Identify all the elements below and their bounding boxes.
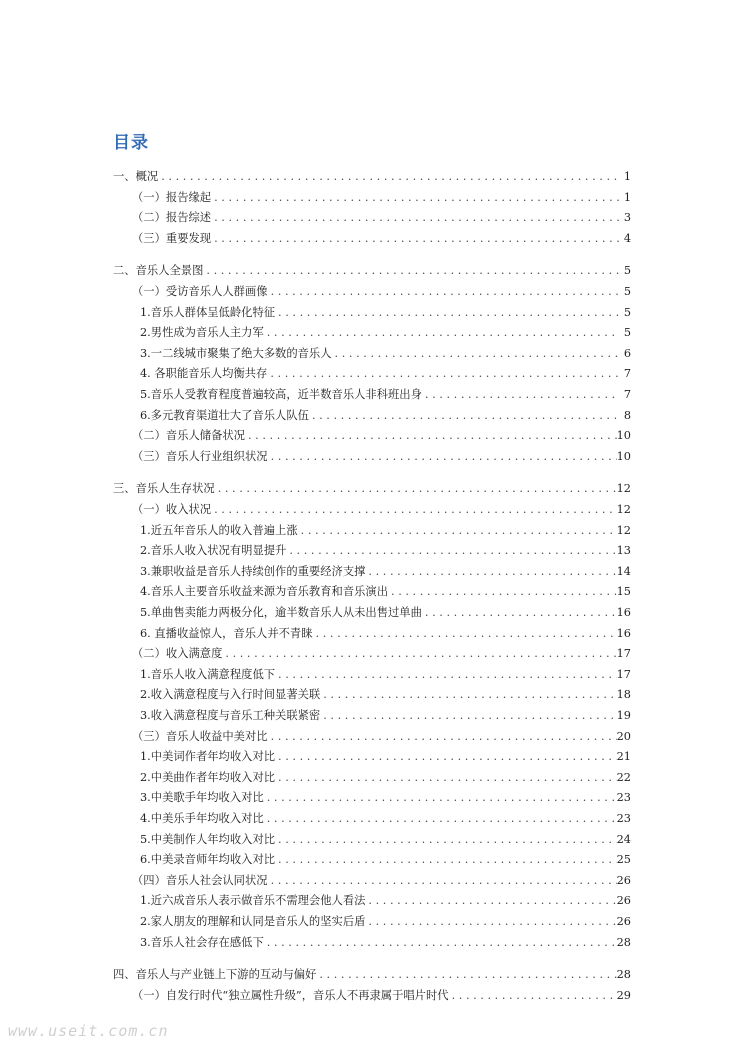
page-title: 目录 [113,133,149,153]
dot-leader [222,645,616,663]
dot-leader [211,209,619,227]
toc-page-number[interactable]: 24 [616,833,631,846]
toc-row[interactable] [140,604,631,622]
toc-page-number[interactable]: 14 [616,565,631,578]
toc-page-number[interactable]: 16 [616,627,631,640]
toc-entry[interactable] [0,831,744,849]
dot-leader [264,934,617,952]
toc-row[interactable] [132,448,631,466]
toc-page-number[interactable]: 17 [616,668,631,681]
toc-row[interactable] [140,831,631,849]
toc-entry[interactable] [0,386,744,404]
toc-entry-label[interactable]: 4.中美乐手年均收入对比 [140,812,264,825]
dot-leader [275,748,617,766]
toc-row[interactable] [140,365,631,383]
dot-leader [264,324,619,342]
toc-entry-label[interactable]: （四）音乐人社会认同状况 [132,874,268,887]
toc-entry-label[interactable]: 四、音乐人与产业链上下游的互动与偏好 [113,968,317,981]
dot-leader [422,386,619,404]
dot-leader [365,563,616,581]
toc-entry-label[interactable]: 1.近六成音乐人表示做音乐不需理会他人看法 [140,894,366,907]
toc-page-number[interactable]: 13 [616,544,631,557]
toc-entry[interactable] [0,407,744,425]
toc-entry-label[interactable]: 2.音乐人收入状况有明显提升 [140,544,287,557]
toc-row[interactable] [140,666,631,684]
dot-leader [275,304,619,322]
toc-row[interactable] [140,789,631,807]
toc-row[interactable] [132,987,631,1005]
toc-row[interactable] [140,748,631,766]
dot-leader [275,851,617,869]
toc-entry[interactable] [0,168,744,186]
dot-leader [422,604,617,622]
toc-entry-label[interactable]: （一）收入状况 [132,503,212,516]
toc-entry-label[interactable]: 3.兼职收益是音乐人持续创作的重要经济支撑 [140,565,366,578]
toc-entry-label[interactable]: 5.中美制作人年均收入对比 [140,833,276,846]
toc-row[interactable] [132,872,631,890]
toc-entry-label[interactable]: 3.中美歌手年均收入对比 [140,791,264,804]
toc-entry-label[interactable]: （二）收入满意度 [132,647,223,660]
dot-leader [365,892,616,910]
toc-row[interactable] [132,501,631,519]
watermark: www.useit.com.cn [8,1022,169,1040]
toc-page-number[interactable]: 26 [616,874,631,887]
dot-leader [365,913,616,931]
toc-page-number[interactable]: 16 [616,606,631,619]
toc-entry[interactable] [0,987,744,1005]
toc-page-number[interactable]: 7 [623,388,631,401]
toc-row[interactable] [140,707,631,725]
toc-entry[interactable] [0,563,744,581]
dot-leader [332,345,619,363]
dot-leader [268,872,617,890]
toc-page-number[interactable]: 28 [616,936,631,949]
toc-entry-label[interactable]: 1.中美词作者年均收入对比 [140,750,276,763]
toc-row[interactable] [140,851,631,869]
toc-row[interactable] [132,427,631,445]
toc-entry[interactable] [0,262,744,280]
toc-page-number[interactable]: 19 [616,709,631,722]
toc-row[interactable] [132,728,631,746]
toc-entry-label[interactable]: 2.中美曲作者年均收入对比 [140,771,276,784]
toc-page-number[interactable]: 1 [623,170,631,183]
toc-page-number[interactable]: 26 [616,894,631,907]
toc-row[interactable] [140,324,631,342]
toc-entry[interactable] [0,542,744,560]
toc-row[interactable] [132,283,631,301]
toc-entry[interactable] [0,966,744,984]
toc-row[interactable] [132,189,631,207]
toc-row[interactable] [113,168,631,186]
toc-row[interactable] [140,686,631,704]
toc-page-number[interactable]: 29 [616,989,631,1002]
toc-page-number[interactable]: 12 [616,503,631,516]
toc-entry[interactable] [0,324,744,342]
toc-page-number[interactable]: 1 [623,191,631,204]
toc-entry[interactable] [0,365,744,383]
toc-entry[interactable] [0,604,744,622]
toc-entry[interactable] [0,583,744,601]
dot-leader [275,831,617,849]
toc-entry[interactable] [0,501,744,519]
toc-page-number[interactable]: 17 [616,647,631,660]
toc-entry-label[interactable]: 3.一二线城市聚集了绝大多数的音乐人 [140,347,332,360]
toc-page-number[interactable]: 10 [616,450,631,463]
toc-page-number[interactable]: 23 [616,791,631,804]
toc-entry[interactable] [0,427,744,445]
toc-entry-label[interactable]: 二、音乐人全景图 [113,264,204,277]
toc-page-number[interactable]: 8 [623,409,631,422]
toc-row[interactable] [113,480,631,498]
toc-entry-label[interactable]: （二）报告综述 [132,211,212,224]
dot-leader [268,448,617,466]
toc-entry[interactable] [0,209,744,227]
toc-entry[interactable] [0,913,744,931]
toc-entry-label[interactable]: 1.近五年音乐人的收入普遍上涨 [140,524,298,537]
toc-entry[interactable] [0,707,744,725]
toc-entry[interactable] [0,851,744,869]
dot-leader [388,583,617,601]
toc-entry-label[interactable]: 3.收入满意程度与音乐工种关联紧密 [140,709,321,722]
dot-leader [275,769,617,787]
toc-row[interactable] [140,345,631,363]
toc-entry[interactable] [0,810,744,828]
toc-entry-label[interactable]: 3.音乐人社会存在感低下 [140,936,264,949]
toc-entry-label[interactable]: 1.音乐人收入满意程度低下 [140,668,276,681]
dot-leader [309,407,619,425]
toc-entry[interactable] [0,666,744,684]
toc-page-number[interactable]: 22 [616,771,631,784]
dot-leader [267,365,619,383]
toc-row[interactable] [140,913,631,931]
toc-entry-label[interactable]: 4. 各职能音乐人均衡共存 [140,367,268,380]
toc-row[interactable] [140,810,631,828]
toc-row[interactable] [140,407,631,425]
toc-entry[interactable] [0,480,744,498]
dot-leader [449,987,617,1005]
toc-row[interactable] [132,645,631,663]
toc-page-number[interactable]: 12 [616,482,631,495]
toc-entry[interactable] [0,189,744,207]
toc-row[interactable] [140,625,631,643]
toc-entry[interactable] [0,448,744,466]
toc-row[interactable] [140,934,631,952]
toc-entry-label[interactable]: （二）音乐人储备状况 [132,429,245,442]
toc-entry-label[interactable]: 2.男性成为音乐人主力军 [140,326,264,339]
toc-entry-label[interactable]: （三）音乐人收益中美对比 [132,730,268,743]
toc-row[interactable] [113,966,631,984]
toc-entry[interactable] [0,748,744,766]
toc-row[interactable] [132,230,631,248]
toc-entry[interactable] [0,872,744,890]
toc-row[interactable] [140,769,631,787]
dot-leader [313,625,617,643]
toc-entry-label[interactable]: （一）自发行时代“独立属性升级”，音乐人不再隶属于唱片时代 [132,989,449,1002]
toc-entry-label[interactable]: 三、音乐人生存状况 [113,482,215,495]
toc-entry[interactable] [0,283,744,301]
toc-page-number[interactable]: 10 [616,429,631,442]
dot-leader [298,522,617,540]
toc-entry-label[interactable]: 6.多元教育渠道壮大了音乐人队伍 [140,409,309,422]
toc-entry-label[interactable]: 2.家人朋友的理解和认同是音乐人的坚实后盾 [140,915,366,928]
toc-page-number[interactable]: 18 [616,688,631,701]
toc-entry-label[interactable]: （三）重要发现 [132,232,212,245]
dot-leader [268,283,619,301]
toc-page-number[interactable]: 6 [623,347,631,360]
toc-entry[interactable] [0,522,744,540]
dot-leader [215,480,617,498]
toc-entry-label[interactable]: 一、概况 [113,170,159,183]
dot-leader [320,707,616,725]
toc-page-number[interactable]: 5 [623,306,631,319]
dot-leader [268,728,617,746]
toc-entry[interactable] [0,304,744,322]
toc-row[interactable] [113,262,631,280]
toc-page-number[interactable]: 25 [616,853,631,866]
toc-page-number[interactable]: 5 [623,285,631,298]
toc-entry-label[interactable]: （三）音乐人行业组织状况 [132,450,268,463]
toc-row[interactable] [140,522,631,540]
dot-leader [286,542,616,560]
toc-entry-label[interactable]: 4.音乐人主要音乐收益来源为音乐教育和音乐演出 [140,585,389,598]
toc-page-number[interactable]: 5 [623,264,631,277]
toc-entry-label[interactable]: 6. 直播收益惊人，音乐人并不青睐 [140,627,313,640]
dot-leader [264,789,617,807]
dot-leader [275,666,617,684]
toc-page-number[interactable]: 7 [623,367,631,380]
toc-entry[interactable] [0,645,744,663]
toc-page-number[interactable]: 4 [623,232,631,245]
toc-entry[interactable] [0,789,744,807]
toc-entry[interactable] [0,230,744,248]
toc-page-number[interactable]: 5 [623,326,631,339]
dot-leader [245,427,617,445]
dot-leader [211,189,619,207]
dot-leader [203,262,619,280]
dot-leader [320,686,616,704]
toc-page-number[interactable]: 21 [616,750,631,763]
toc-row[interactable] [140,563,631,581]
toc-page-number[interactable]: 3 [623,211,631,224]
toc-page-number[interactable]: 12 [616,524,631,537]
toc-entry[interactable] [0,892,744,910]
dot-leader [211,230,619,248]
toc-row[interactable] [132,209,631,227]
toc-page-number[interactable]: 23 [616,812,631,825]
toc-entry-label[interactable]: 6.中美录音师年均收入对比 [140,853,276,866]
toc-entry[interactable] [0,934,744,952]
dot-leader [264,810,617,828]
toc-entry-label[interactable]: （一）受访音乐人人群画像 [132,285,268,298]
toc-entry-label[interactable]: 5.单曲售卖能力两极分化，逾半数音乐人从未出售过单曲 [140,606,422,619]
toc-page-number[interactable]: 28 [616,968,631,981]
toc-row[interactable] [140,583,631,601]
toc-entry[interactable] [0,345,744,363]
toc-entry-label[interactable]: 5.音乐人受教育程度普遍较高，近半数音乐人非科班出身 [140,388,422,401]
toc-row[interactable] [140,542,631,560]
toc-entry-label[interactable]: （一）报告缘起 [132,191,212,204]
toc-page-number[interactable]: 15 [616,585,631,598]
toc-entry[interactable] [0,728,744,746]
toc-entry-label[interactable]: 2.收入满意程度与入行时间显著关联 [140,688,321,701]
toc-row[interactable] [140,304,631,322]
dot-leader [316,966,616,984]
toc-row[interactable] [140,386,631,404]
toc-entry[interactable] [0,769,744,787]
toc-entry[interactable] [0,686,744,704]
toc-row[interactable] [140,892,631,910]
dot-leader [211,501,617,519]
dot-leader [158,168,619,186]
toc-page-number[interactable]: 26 [616,915,631,928]
toc-entry[interactable] [0,625,744,643]
toc-entry-label[interactable]: 1.音乐人群体呈低龄化特征 [140,306,276,319]
toc-page-number[interactable]: 20 [616,730,631,743]
